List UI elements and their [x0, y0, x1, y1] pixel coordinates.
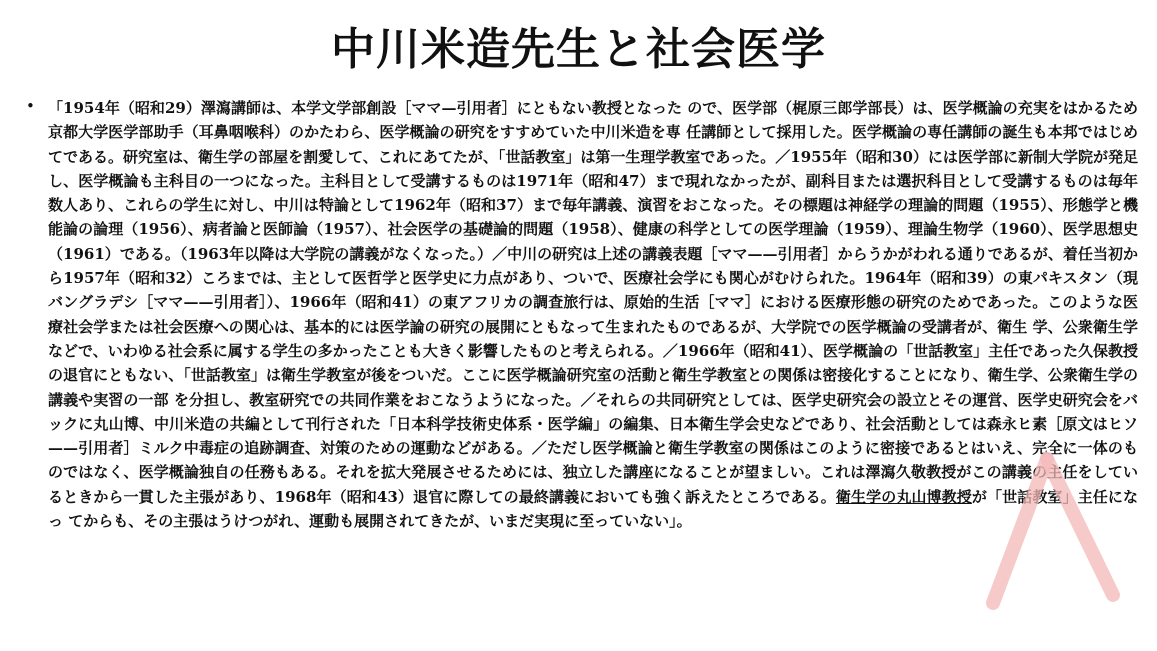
quote-paragraph	[48, 96, 1138, 533]
slide-title: 中川米造先生と社会医学	[331, 24, 826, 75]
bullet-marker: •	[26, 97, 35, 115]
quote-text-end: が「世話教室」主任になっ てからも、その主張はうけつがれ、運動も展開されてきたが、いまだ実現に至っていない」。	[48, 487, 1138, 531]
quote-text-main: 「1954年（昭和29）澤瀉講師は、本学文学部創設［ママ—引用者］にともない教授となった ので、医学部（梶原三郎学部長）は、医学概論の充実をはかるため京都大学医学部助手（耳鼻咽喉科）のかたわら、医学概論の研究をすすめていた中川米造を専 任講師として採用した。医学概論の専任講師の誕生も本邦ではじめてである。研究室は、衛生学の部屋を割愛して、これにあてたが、「世話教室」は第一生理学教室であった。／1955年（昭和30）には医学部に新制大学院が発足し、医学概論も主科目の一つになった。主科目として受講するものは1971年（昭和47）まで現れなかったが、副科目または選択科目として受講するものは毎年数人あり、これらの学生に対し、中川は特論として1962年（昭和37）まで毎年講義、演習をおこなった。その標題は神経学の理論的問題（1955）、形態学と機能論の論理（1956）、病者論と医師論（1957）、社会医学の基礎論的問題（1958）、健康の科学としての医学理論（1959）、理論生物学（1960）、医学思想史（1961）である。（1963年以降は大学院の講義がなくなった。）／中川の研究は上述の講義表題［ママ——引用者］からうかがわれる通りであるが、着任当初から1957年（昭和32）ころまでは、主として医哲学と医学史に力点があり、ついで、医療社会学にも関心がむけられた。1964年（昭和39）の東パキスタン（現バングラデシ［ママ——引用者］）、1966年（昭和41）の東アフリカの調査旅行は、原始的生活［ママ］における医療形態の研究のためであった。このような医療社会学または社会医療への関心は、基本的には医学論の研究の展開にともなって生まれたものであるが、大学院での医学概論の受講者が、衛生 学、公衆衛生学などで、いわゆる社会系に属する学生の多かったことも大きく影響したものと考えられる。／1966年（昭和41）、医学概論の「世話教室」主任であった久保教授の退官にともない、「世話教室」は衛生学教室が後をついだ。ここに医学概論研究室の活動と衛生学教室との関係は密接化することになり、衛生学、公衆衛生学の講義や実習の一部 を分担し、教室研究での共同作業をおこなうようになった。／それらの共同研究としては、医学史研究会の設立とその運営、医学史研究会をバックに丸山博、中川米造の共編として刊行された「日本科学技術史体系・医学編」の編集、日本衛生学会史などであり、社会活動としては森永ヒ素［原文はヒソ——引用者］ミルク中毒症の追跡調査、対策のための運動などがある。／ただし医学概論と衛生学教室の関係はこのように密接であるとはいえ、完全に一体のものではなく、医学概論独自の任務もある。それを拡大発展させるためには、独立した講座になることが望ましい。これは澤瀉久敬教授がこの講義の主任をしているときから一貫した主張があり、1968年（昭和43）退官に際しての最終講義においても強く訴えたところである。	[48, 99, 1138, 506]
quote-text-underlined: 衛生学の丸山博教授	[835, 487, 972, 506]
